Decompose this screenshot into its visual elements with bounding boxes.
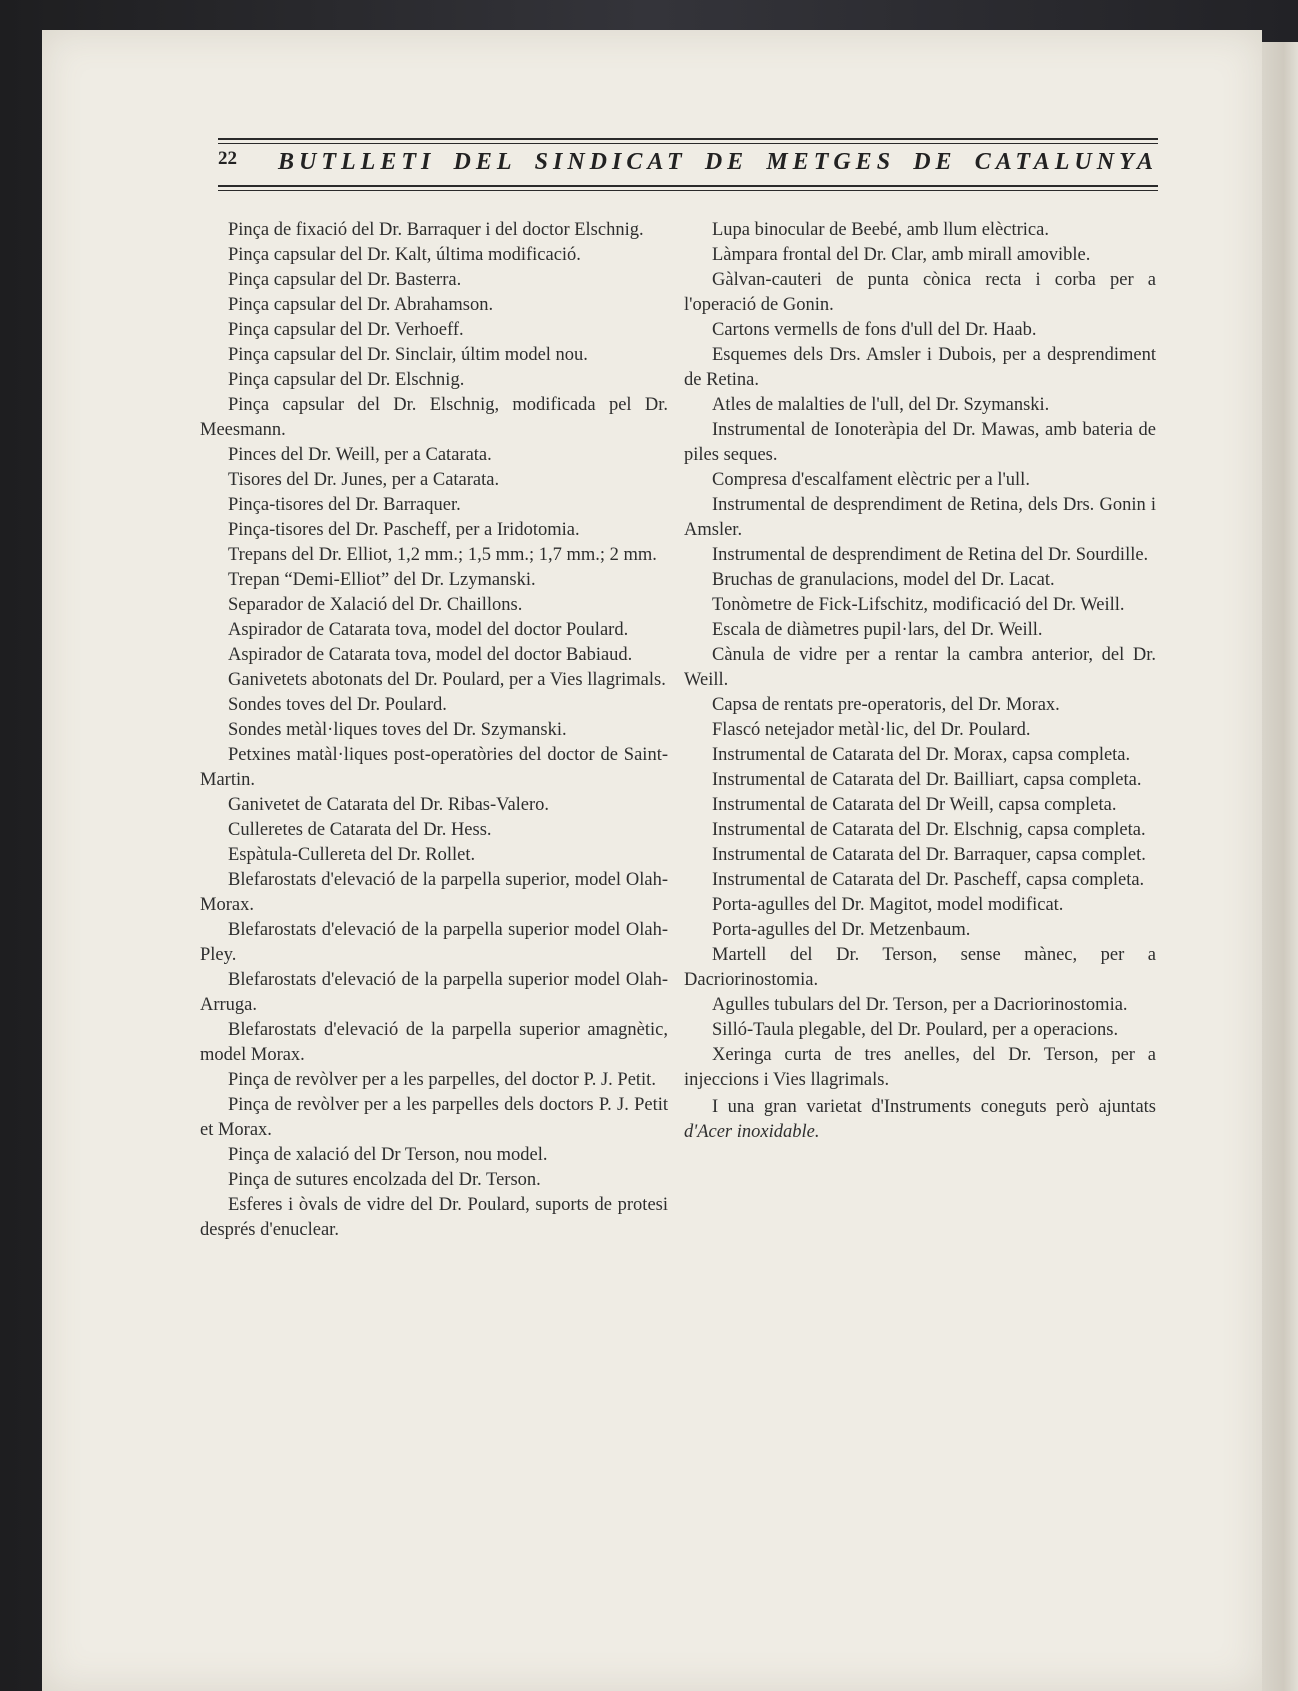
instrument-entry: Blefarostats d'elevació de la parpella superior model Olah-Pley. bbox=[200, 920, 668, 965]
instrument-entry: Pinça capsular del Dr. Kalt, última modificació. bbox=[228, 245, 581, 265]
instrument-entry: Pinça capsular del Dr. Sinclair, últim model nou. bbox=[228, 345, 588, 365]
instrument-entry: Instrumental de Catarata del Dr. Bailliart, capsa completa. bbox=[712, 770, 1142, 790]
instrument-entry: Aspirador de Catarata tova, model del doctor Babiaud. bbox=[228, 645, 633, 665]
header-rule-top bbox=[218, 138, 1158, 140]
instrument-entry: Capsa de rentats pre-operatoris, del Dr. Morax. bbox=[712, 695, 1060, 715]
instrument-entry: Instrumental de Catarata del Dr. Barraquer, capsa complet. bbox=[712, 845, 1146, 865]
instrument-entry: Pinça capsular del Dr. Abrahamson. bbox=[228, 295, 494, 315]
instrument-entry: Bruchas de granulacions, model del Dr. Lacat. bbox=[712, 570, 1055, 590]
instrument-entry: Pinça de xalació del Dr Terson, nou model. bbox=[228, 1145, 548, 1165]
instrument-entry: Culleretes de Catarata del Dr. Hess. bbox=[228, 820, 492, 840]
instrument-entry: Làmpara frontal del Dr. Clar, amb mirall amovible. bbox=[712, 245, 1091, 265]
instrument-entry: Instrumental de Catarata del Dr. Pascheff, capsa completa. bbox=[712, 870, 1145, 890]
instrument-entry: Instrumental de Ionoteràpia del Dr. Mawas, amb bateria de piles seques. bbox=[684, 420, 1156, 465]
instrument-entry: Agulles tubulars del Dr. Terson, per a Dacriorinostomia. bbox=[712, 995, 1128, 1015]
page-header bbox=[218, 138, 1158, 196]
instrument-entry: Lupa binocular de Beebé, amb llum elèctrica. bbox=[712, 220, 1049, 240]
instrument-entry: Pinça-tisores del Dr. Barraquer. bbox=[228, 495, 461, 515]
instrument-entry: Trepans del Dr. Elliot, 1,2 mm.; 1,5 mm.; 1,7 mm.; 2 mm. bbox=[228, 545, 657, 565]
closing-paragraph bbox=[684, 1095, 1156, 1145]
instrument-entry: Flascó netejador metàl·lic, del Dr. Poulard. bbox=[712, 720, 1031, 740]
instrument-entry: Silló-Taula plegable, del Dr. Poulard, per a operacions. bbox=[712, 1020, 1119, 1040]
title-word: METGES bbox=[766, 149, 896, 175]
instrument-entry: Instrumental de desprendiment de Retina del Dr. Sourdille. bbox=[712, 545, 1149, 565]
instrument-entry: Trepan “Demi-Elliot” del Dr. Lzymanski. bbox=[228, 570, 536, 590]
page-number: 22 bbox=[218, 148, 237, 169]
instrument-entry: Cànula de vidre per a rentar la cambra anterior, del Dr. Weill. bbox=[684, 645, 1156, 690]
instrument-entry: Tonòmetre de Fick-Lifschitz, modificació del Dr. Weill. bbox=[712, 595, 1125, 615]
instrument-entry: Porta-agulles del Dr. Metzenbaum. bbox=[712, 920, 971, 940]
instrument-entry: Martell del Dr. Terson, sense mànec, per a Dacriorinostomia. bbox=[684, 945, 1156, 990]
instrument-entry: Escala de diàmetres pupil·lars, del Dr. Weill. bbox=[712, 620, 1043, 640]
instrument-entry: Porta-agulles del Dr. Magitot, model modificat. bbox=[712, 895, 1064, 915]
instrument-entry: Aspirador de Catarata tova, model del doctor Poulard. bbox=[228, 620, 629, 640]
instrument-entry: Pinça capsular del Dr. Verhoeff. bbox=[228, 320, 464, 340]
instrument-entry: Instrumental de Catarata del Dr. Morax, capsa completa. bbox=[712, 745, 1131, 765]
instrument-entry: Instrumental de Catarata del Dr. Elschnig, capsa completa. bbox=[712, 820, 1146, 840]
instrument-entry: Pinça-tisores del Dr. Pascheff, per a Iridotomia. bbox=[228, 520, 580, 540]
instrument-entry: Separador de Xalació del Dr. Chaillons. bbox=[228, 595, 523, 615]
instrument-entry: Pinça capsular del Dr. Elschnig. bbox=[228, 370, 465, 390]
title-word: BUTLLETI bbox=[278, 149, 436, 175]
instrument-entry: Pinça de revòlver per a les parpelles, del doctor P. J. Petit. bbox=[228, 1070, 656, 1090]
instrument-entry: Petxines matàl·liques post-operatòries del doctor de Saint-Martin. bbox=[200, 745, 668, 790]
header-rule-bottom-thin bbox=[218, 190, 1158, 191]
title-word: DE bbox=[704, 149, 749, 175]
instrument-entry: Tisores del Dr. Junes, per a Catarata. bbox=[228, 470, 500, 490]
instrument-entry: Xeringa curta de tres anelles, del Dr. Terson, per a injeccions i Vies llagrimals. bbox=[684, 1045, 1156, 1090]
instrument-entry: Esferes i òvals de vidre del Dr. Poulard, suports de protesi després d'enuclear. bbox=[200, 1195, 668, 1240]
title-word: CATALUNYA bbox=[974, 149, 1158, 175]
instrument-entry: Pinça de sutures encolzada del Dr. Terson. bbox=[228, 1170, 541, 1190]
instrument-entry: Blefarostats d'elevació de la parpella superior, model Olah-Morax. bbox=[200, 870, 668, 915]
instrument-entry: Pinces del Dr. Weill, per a Catarata. bbox=[228, 445, 492, 465]
instrument-entry: Blefarostats d'elevació de la parpella superior amagnètic, model Morax. bbox=[200, 1020, 668, 1065]
instrument-entry: Ganivetet de Catarata del Dr. Ribas-Valero. bbox=[228, 795, 550, 815]
instrument-entry: Atles de malalties de l'ull, del Dr. Szymanski. bbox=[712, 395, 1050, 415]
instrument-entry: Sondes toves del Dr. Poulard. bbox=[228, 695, 447, 715]
running-title bbox=[278, 149, 1158, 176]
instrument-entry: Gàlvan-cauteri de punta cònica recta i corba per a l'operació de Gonin. bbox=[684, 270, 1156, 315]
next-page-edge bbox=[1262, 42, 1298, 1691]
instrument-entry: Ganivetets abotonats del Dr. Poulard, per a Vies llagrimals. bbox=[228, 670, 666, 690]
instrument-entry: Compresa d'escalfament elèctric per a l'ull. bbox=[712, 470, 1030, 490]
instrument-entry: Pinça capsular del Dr. Basterra. bbox=[228, 270, 462, 290]
instrument-entry: Cartons vermells de fons d'ull del Dr. Haab. bbox=[712, 320, 1037, 340]
title-word: DEL bbox=[453, 149, 517, 175]
closing-italic: d'Acer inoxidable. bbox=[684, 1122, 820, 1142]
instrument-entry: Instrumental de desprendiment de Retina, dels Drs. Gonin i Amsler. bbox=[684, 495, 1156, 540]
instrument-entry: Espàtula-Cullereta del Dr. Rollet. bbox=[228, 845, 476, 865]
instrument-entry: Esquemes dels Drs. Amsler i Dubois, per a desprendiment de Retina. bbox=[684, 345, 1156, 390]
title-word: DE bbox=[913, 149, 957, 175]
left-column bbox=[200, 218, 668, 1243]
closing-text: I una gran varietat d'Instruments coneguts però ajuntats bbox=[712, 1097, 1156, 1117]
instrument-entry: Pinça de revòlver per a les parpelles dels doctors P. J. Petit et Morax. bbox=[200, 1095, 668, 1140]
instrument-entry: Instrumental de Catarata del Dr Weill, capsa completa. bbox=[712, 795, 1117, 815]
instrument-entry: Blefarostats d'elevació de la parpella superior model Olah-Arruga. bbox=[200, 970, 668, 1015]
title-word: SINDICAT bbox=[534, 149, 687, 175]
instrument-entry: Pinça capsular del Dr. Elschnig, modificada pel Dr. Meesmann. bbox=[200, 395, 668, 440]
header-rule-top-thin bbox=[218, 143, 1158, 144]
right-column bbox=[684, 218, 1156, 1145]
instrument-entry: Pinça de fixació del Dr. Barraquer i del doctor Elschnig. bbox=[228, 220, 644, 240]
header-rule-bottom bbox=[218, 185, 1158, 187]
instrument-entry: Sondes metàl·liques toves del Dr. Szymanski. bbox=[228, 720, 567, 740]
